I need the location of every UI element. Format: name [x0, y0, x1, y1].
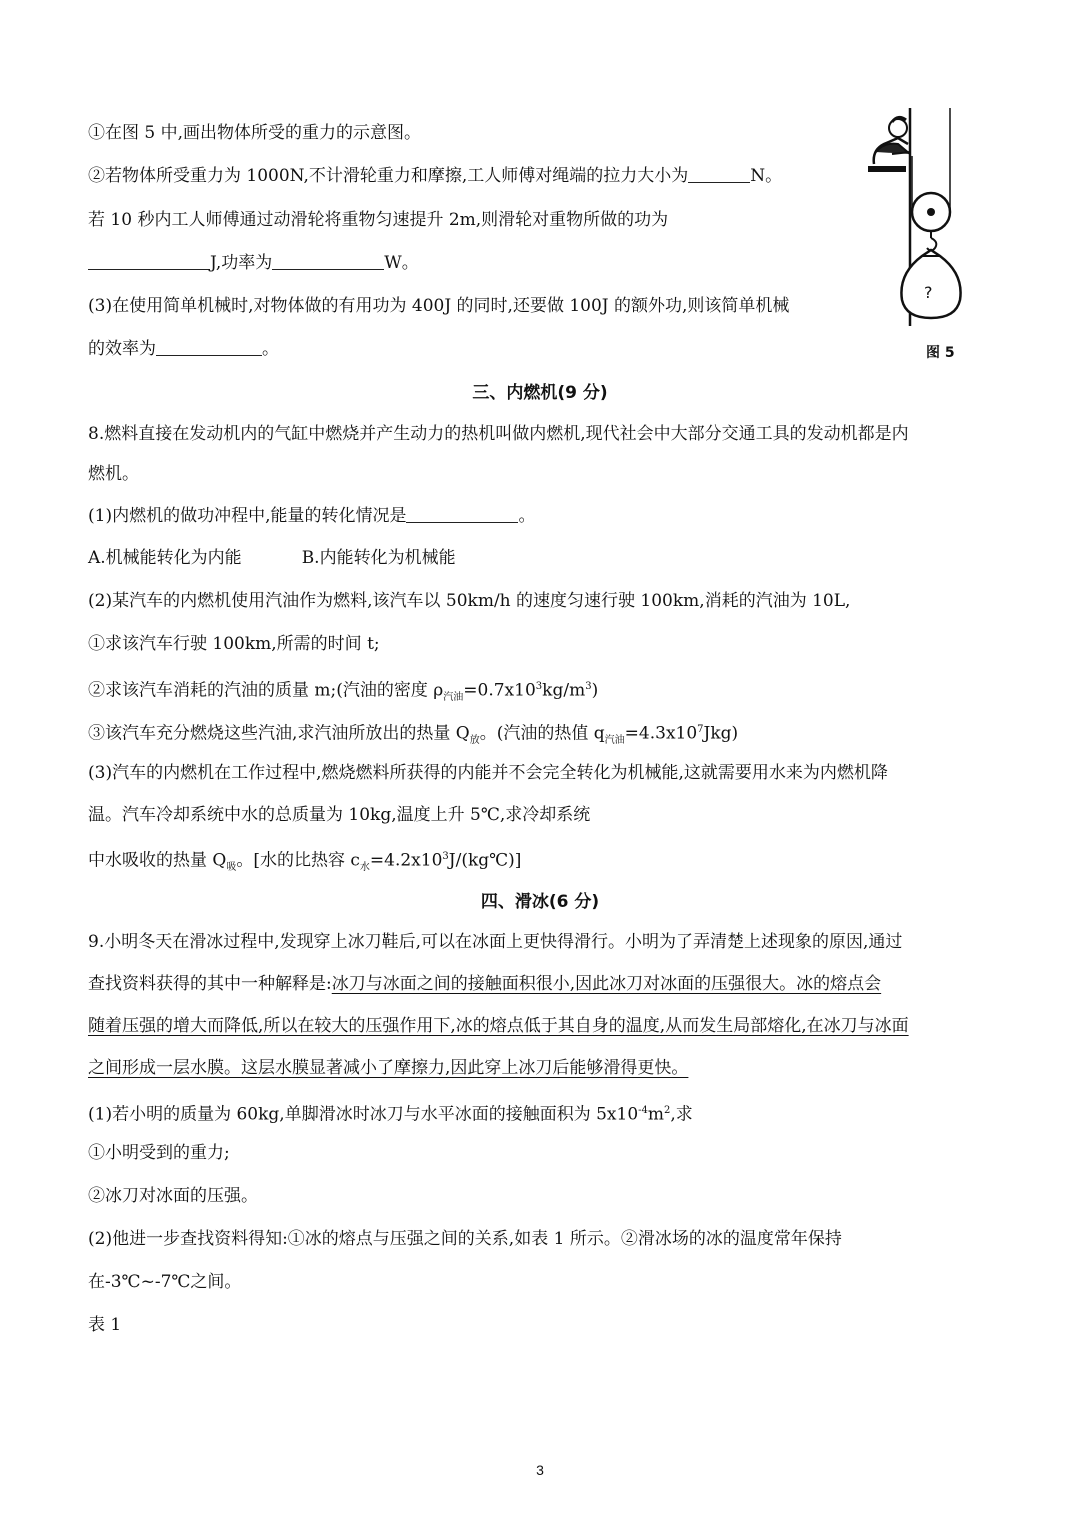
text-line: 9.小明冬天在滑冰过程中,发现穿上冰刀鞋后,可以在冰面上更快得滑行。小明为了弄清楚上述现象的原因,通过: [88, 932, 903, 952]
figure-label: 图 5: [926, 345, 955, 361]
text-line: 查找资料获得的其中一种解释是:冰刀与冰面之间的接触面积很小,因此冰刀对冰面的压强很大。冰的熔点会: [88, 974, 882, 994]
pulley-figure: [862, 108, 982, 334]
option-b: B.内能转化为机械能: [301, 548, 456, 568]
text-line: (2)某汽车的内燃机使用汽油作为燃料,该汽车以 50km/h 的速度匀速行驶 100km,消耗的汽油为 10L,: [88, 591, 851, 611]
option-a: A.机械能转化为内能: [88, 548, 242, 568]
text-line: (2)他进一步查找资料得知:①冰的熔点与压强之间的关系,如表 1 所示。②滑冰场的冰的温度常年保持: [88, 1229, 842, 1249]
answer-blank[interactable]: [88, 251, 210, 270]
answer-blank[interactable]: [156, 337, 262, 356]
section-heading: 三、内燃机(9 分): [472, 383, 608, 403]
svg-text:?: ?: [924, 283, 933, 302]
text-line: 中水吸收的热量 $Q_吸$。[水的比热容 $c_水=4.2x10^3J/(kg℃)$]: [88, 850, 522, 874]
text-line: (1)内燃机的做功冲程中,能量的转化情况是 。: [88, 506, 536, 526]
text-line: ②若物体所受重力为 1000N,不计滑轮重力和摩擦,工人师傅对绳端的拉力大小为 N。: [88, 166, 783, 186]
text-line: 之间形成一层水膜。这层水膜显著减小了摩擦力,因此穿上冰刀后能够滑得更快。: [88, 1058, 689, 1078]
text-line: 的效率为 。: [88, 339, 279, 359]
answer-blank[interactable]: [406, 504, 518, 523]
text-line: 8.燃料直接在发动机内的气缸中燃烧并产生动力的热机叫做内燃机,现代社会中大部分交通工具的发动机都是内: [88, 424, 909, 444]
text-line: 在-3℃~-7℃之间。: [88, 1272, 242, 1292]
text-line: 若 10 秒内工人师傅通过动滑轮将重物匀速提升 2m,则滑轮对重物所做的功为: [88, 210, 669, 230]
text-line: ②冰刀对冰面的压强。: [88, 1186, 258, 1206]
text-line: ②求该汽车消耗的汽油的质量 m;(汽油的密度 $\rho_{汽油}=0.7x10^3kg/m^3$): [88, 680, 599, 704]
text-line: (1)若小明的质量为 60kg,单脚滑冰时冰刀与水平冰面的接触面积为 $5x10^{-4}m^2$,求: [88, 1104, 693, 1125]
text-line: [88, 546, 456, 570]
text-line: 燃机。: [88, 464, 139, 484]
text-line: 温。汽车冷却系统中水的总质量为 10kg,温度上升 5℃,求冷却系统: [88, 805, 591, 825]
text-line: J,功率为 W。: [88, 251, 419, 275]
text-line: 随着压强的增大而降低,所以在较大的压强作用下,冰的熔点低于其自身的温度,从而发生局部熔化,在冰刀与冰面: [88, 1016, 909, 1036]
text-line: ①在图 5 中,画出物体所受的重力的示意图。: [88, 123, 422, 143]
text-line: ①小明受到的重力;: [88, 1143, 230, 1163]
text-line: (3)汽车的内燃机在工作过程中,燃烧燃料所获得的内能并不会完全转化为机械能,这就需要用水来为内燃机降: [88, 763, 888, 783]
page-number: 3: [536, 1462, 544, 1478]
answer-blank[interactable]: [688, 164, 750, 183]
text-line: ①求该汽车行驶 100km,所需的时间 t;: [88, 634, 380, 654]
section-heading: 四、滑冰(6 分): [480, 892, 600, 912]
text-line: (3)在使用简单机械时,对物体做的有用功为 400J 的同时,还要做 100J 的额外功,则该简单机械: [88, 296, 790, 316]
text-line: ③该汽车充分燃烧这些汽油,求汽油所放出的热量 $Q_放$。(汽油的热值 $q_{汽油}=4.3x10^7Jkg$): [88, 723, 739, 747]
table-label: 表 1: [88, 1315, 122, 1335]
answer-blank[interactable]: [272, 251, 384, 270]
